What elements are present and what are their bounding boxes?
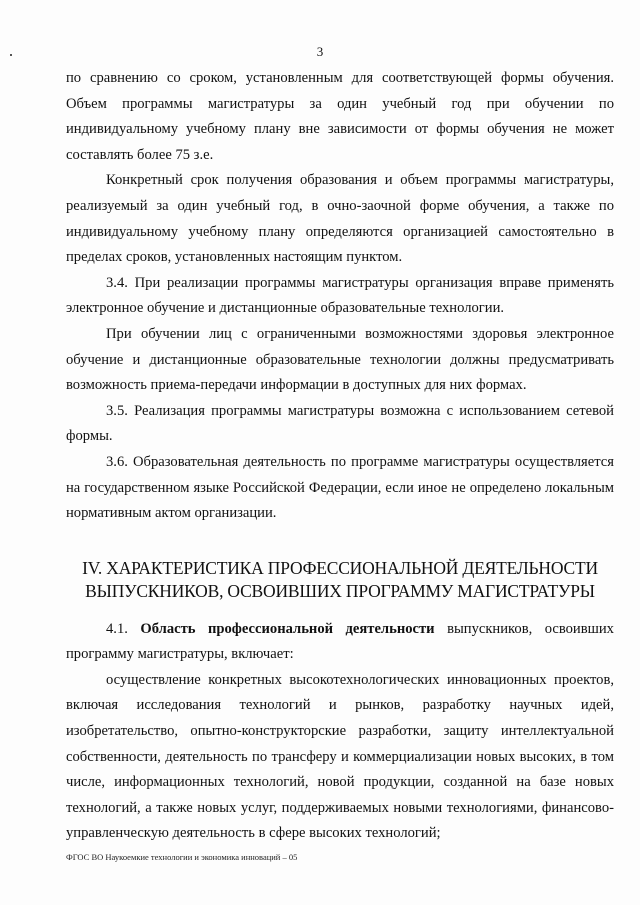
footer-note: ФГОС ВО Наукоемкие технологии и экономика инноваций – 05 — [66, 852, 298, 862]
paragraph-4-1 — [66, 617, 614, 668]
paragraph-3-4: 3.4. При реализации программы магистратуры организация вправе применять электронное обучение и дистанционные образовательные технологии. — [66, 274, 614, 317]
paragraph-term-volume: Конкретный срок получения образования и объем программы магистратуры, реализуемый за один учебный год, в очно-заочной форме обучения, а также по индивидуальному учебному плану определяются организацией самостоятельно в пределах сроков, установленных настоящим пунктом. — [66, 172, 614, 266]
section-heading-line-1: IV. ХАРАКТЕРИСТИКА ПРОФЕССИОНАЛЬНОЙ ДЕЯТЕЛЬНОСТИ — [82, 557, 598, 578]
paragraph-3-6: 3.6. Образовательная деятельность по программе магистратуры осуществляется на государственном языке Российской Федерации, если иное не определено локальным нормативным актом организации. — [66, 453, 614, 522]
document-body — [66, 66, 614, 847]
item-bold-term: Область профессиональной деятельности — [140, 620, 435, 637]
paragraph-disabilities: При обучении лиц с ограниченными возможностями здоровья электронное обучение и дистанционные образовательные технологии должны предусматривать возможность приема-передачи информации в доступных для них формах. — [66, 325, 614, 394]
paragraph-3-5: 3.5. Реализация программы магистратуры возможна с использованием сетевой формы. — [66, 402, 614, 445]
item-rest: выпускников, освоивших программу магистратуры, включает: — [66, 620, 614, 663]
item-number: 4.1. — [106, 620, 128, 637]
paragraph-activity: осуществление конкретных высокотехнологических инновационных проектов, включая исследования технологий и рынков, разработку научных идей, изобретательство, опытно-конструкторские разработки, защиту интеллектуальной собственности, деятельность по трансферу и коммерциализации новых высоких, в том числе, информационных технологий, новой продукции, созданной на базе новых технологий, а также новых услуг, поддерживаемых новыми технологиями, финансово-управленческую деятельность в сфере высоких технологий; — [66, 671, 614, 842]
page-number: 3 — [316, 44, 324, 59]
section-heading — [66, 557, 614, 603]
section-heading-line-2: ВЫПУСКНИКОВ, ОСВОИВШИХ ПРОГРАММУ МАГИСТРАТУРЫ — [85, 580, 595, 601]
paragraph-continuation: по сравнению со сроком, установленным для соответствующей формы обучения. Объем программы магистратуры за один учебный год при обучении по индивидуальному учебному плану вне зависимости от формы обучения не может составлять более 75 з.е. — [66, 70, 614, 163]
